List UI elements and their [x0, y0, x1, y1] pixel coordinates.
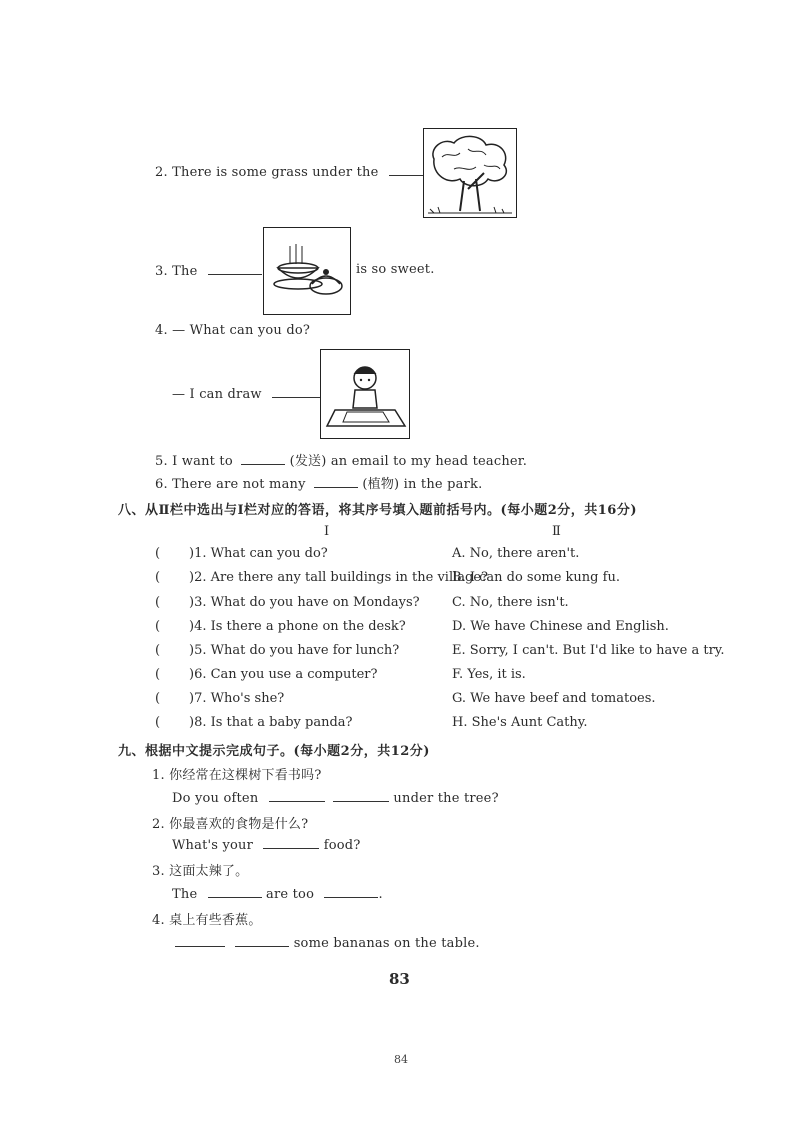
s9-item1-blank1[interactable]	[269, 789, 325, 802]
q6-before: 6. There are not many	[155, 477, 306, 492]
s9-item2-before: What's your	[172, 838, 254, 853]
open-paren: (	[155, 595, 161, 610]
s9-item4-blank2[interactable]	[235, 934, 289, 947]
q3-after: is so sweet.	[356, 262, 435, 277]
s9-item1-blank2[interactable]	[333, 789, 389, 802]
s9-item1-cn: 1. 你经常在这棵树下看书吗?	[152, 768, 322, 783]
s9-item1-line	[172, 789, 499, 806]
open-paren: (	[155, 570, 161, 585]
s9-item3-blank2[interactable]	[324, 885, 378, 898]
q4-answer: — I can draw	[172, 387, 262, 402]
q6-line	[155, 473, 482, 492]
q5-hint: (发送)	[289, 454, 327, 469]
tree-icon	[424, 129, 516, 217]
col1-header: Ⅰ	[324, 524, 330, 539]
s9-item4-cn: 4. 桌上有些香蕉。	[152, 913, 262, 928]
question-2: )2. Are there any tall buildings in the village?	[189, 570, 489, 585]
q5-before: 5. I want to	[155, 454, 233, 469]
col2-header: Ⅱ	[552, 524, 562, 539]
q5-blank[interactable]	[241, 452, 285, 465]
question-4: )4. Is there a phone on the desk?	[189, 619, 406, 634]
answer-e: E. Sorry, I can't. But I'd like to have a try.	[452, 643, 725, 658]
q4-blank[interactable]	[272, 385, 326, 398]
q4-answer-line	[172, 385, 326, 402]
s9-item1-before: Do you often	[172, 791, 259, 806]
open-paren: (	[155, 691, 161, 706]
footer-page-number: 84	[394, 1053, 408, 1066]
q5-line	[155, 450, 527, 469]
s9-item3-cn: 3. 这面太辣了。	[152, 864, 249, 879]
s9-item4-after: some bananas on the table.	[293, 936, 480, 951]
page-number: 83	[389, 970, 410, 988]
s9-item2-cn: 2. 你最喜欢的食物是什么?	[152, 817, 309, 832]
q4-question: 4. — What can you do?	[155, 323, 311, 338]
q2-text: 2. There is some grass under the	[155, 165, 379, 180]
answer-d: D. We have Chinese and English.	[452, 619, 669, 634]
q6-hint: (植物)	[362, 477, 400, 492]
tree-picture	[423, 128, 517, 218]
answer-h: H. She's Aunt Cathy.	[452, 715, 588, 730]
q3-blank[interactable]	[208, 262, 262, 275]
s9-item3-after: .	[378, 887, 383, 902]
open-paren: (	[155, 715, 161, 730]
q5-after: an email to my head teacher.	[330, 454, 528, 469]
q2-line	[155, 163, 445, 180]
answer-c: C. No, there isn't.	[452, 595, 569, 610]
answer-f: F. Yes, it is.	[452, 667, 526, 682]
s9-item2-blank[interactable]	[263, 836, 319, 849]
question-6: )6. Can you use a computer?	[189, 667, 378, 682]
child-drawing-icon	[321, 350, 409, 438]
q6-after: in the park.	[403, 477, 483, 492]
question-1: )1. What can you do?	[189, 546, 328, 561]
s9-item1-after: under the tree?	[393, 791, 499, 806]
question-8: )8. Is that a baby panda?	[189, 715, 353, 730]
s9-item4-blank1[interactable]	[175, 934, 225, 947]
open-paren: (	[155, 643, 161, 658]
section8-heading: 八、从Ⅱ栏中选出与Ⅰ栏对应的答语，将其序号填入题前括号内。(每小题2分，共16分)	[118, 503, 637, 518]
section9-heading: 九、根据中文提示完成句子。(每小题2分，共12分)	[118, 744, 430, 759]
drawing-picture	[320, 349, 410, 439]
q3-line	[155, 262, 262, 279]
answer-g: G. We have beef and tomatoes.	[452, 691, 656, 706]
s9-item3-before: The	[172, 887, 198, 902]
open-paren: (	[155, 667, 161, 682]
s9-item3-blank1[interactable]	[208, 885, 262, 898]
s9-item2-line	[172, 836, 361, 853]
s9-item3-line	[172, 885, 383, 902]
question-7: )7. Who's she?	[189, 691, 285, 706]
soup-bowl-icon	[264, 228, 350, 314]
open-paren: (	[155, 546, 161, 561]
q3-before: 3. The	[155, 264, 198, 279]
s9-item2-after: food?	[323, 838, 361, 853]
answer-a: A. No, there aren't.	[452, 546, 580, 561]
open-paren: (	[155, 619, 161, 634]
question-5: )5. What do you have for lunch?	[189, 643, 400, 658]
q6-blank[interactable]	[314, 475, 358, 488]
question-3: )3. What do you have on Mondays?	[189, 595, 420, 610]
s9-item4-line	[175, 934, 480, 951]
soup-picture	[263, 227, 351, 315]
s9-item3-middle: are too	[266, 887, 315, 902]
answer-b: B. I can do some kung fu.	[452, 570, 620, 585]
